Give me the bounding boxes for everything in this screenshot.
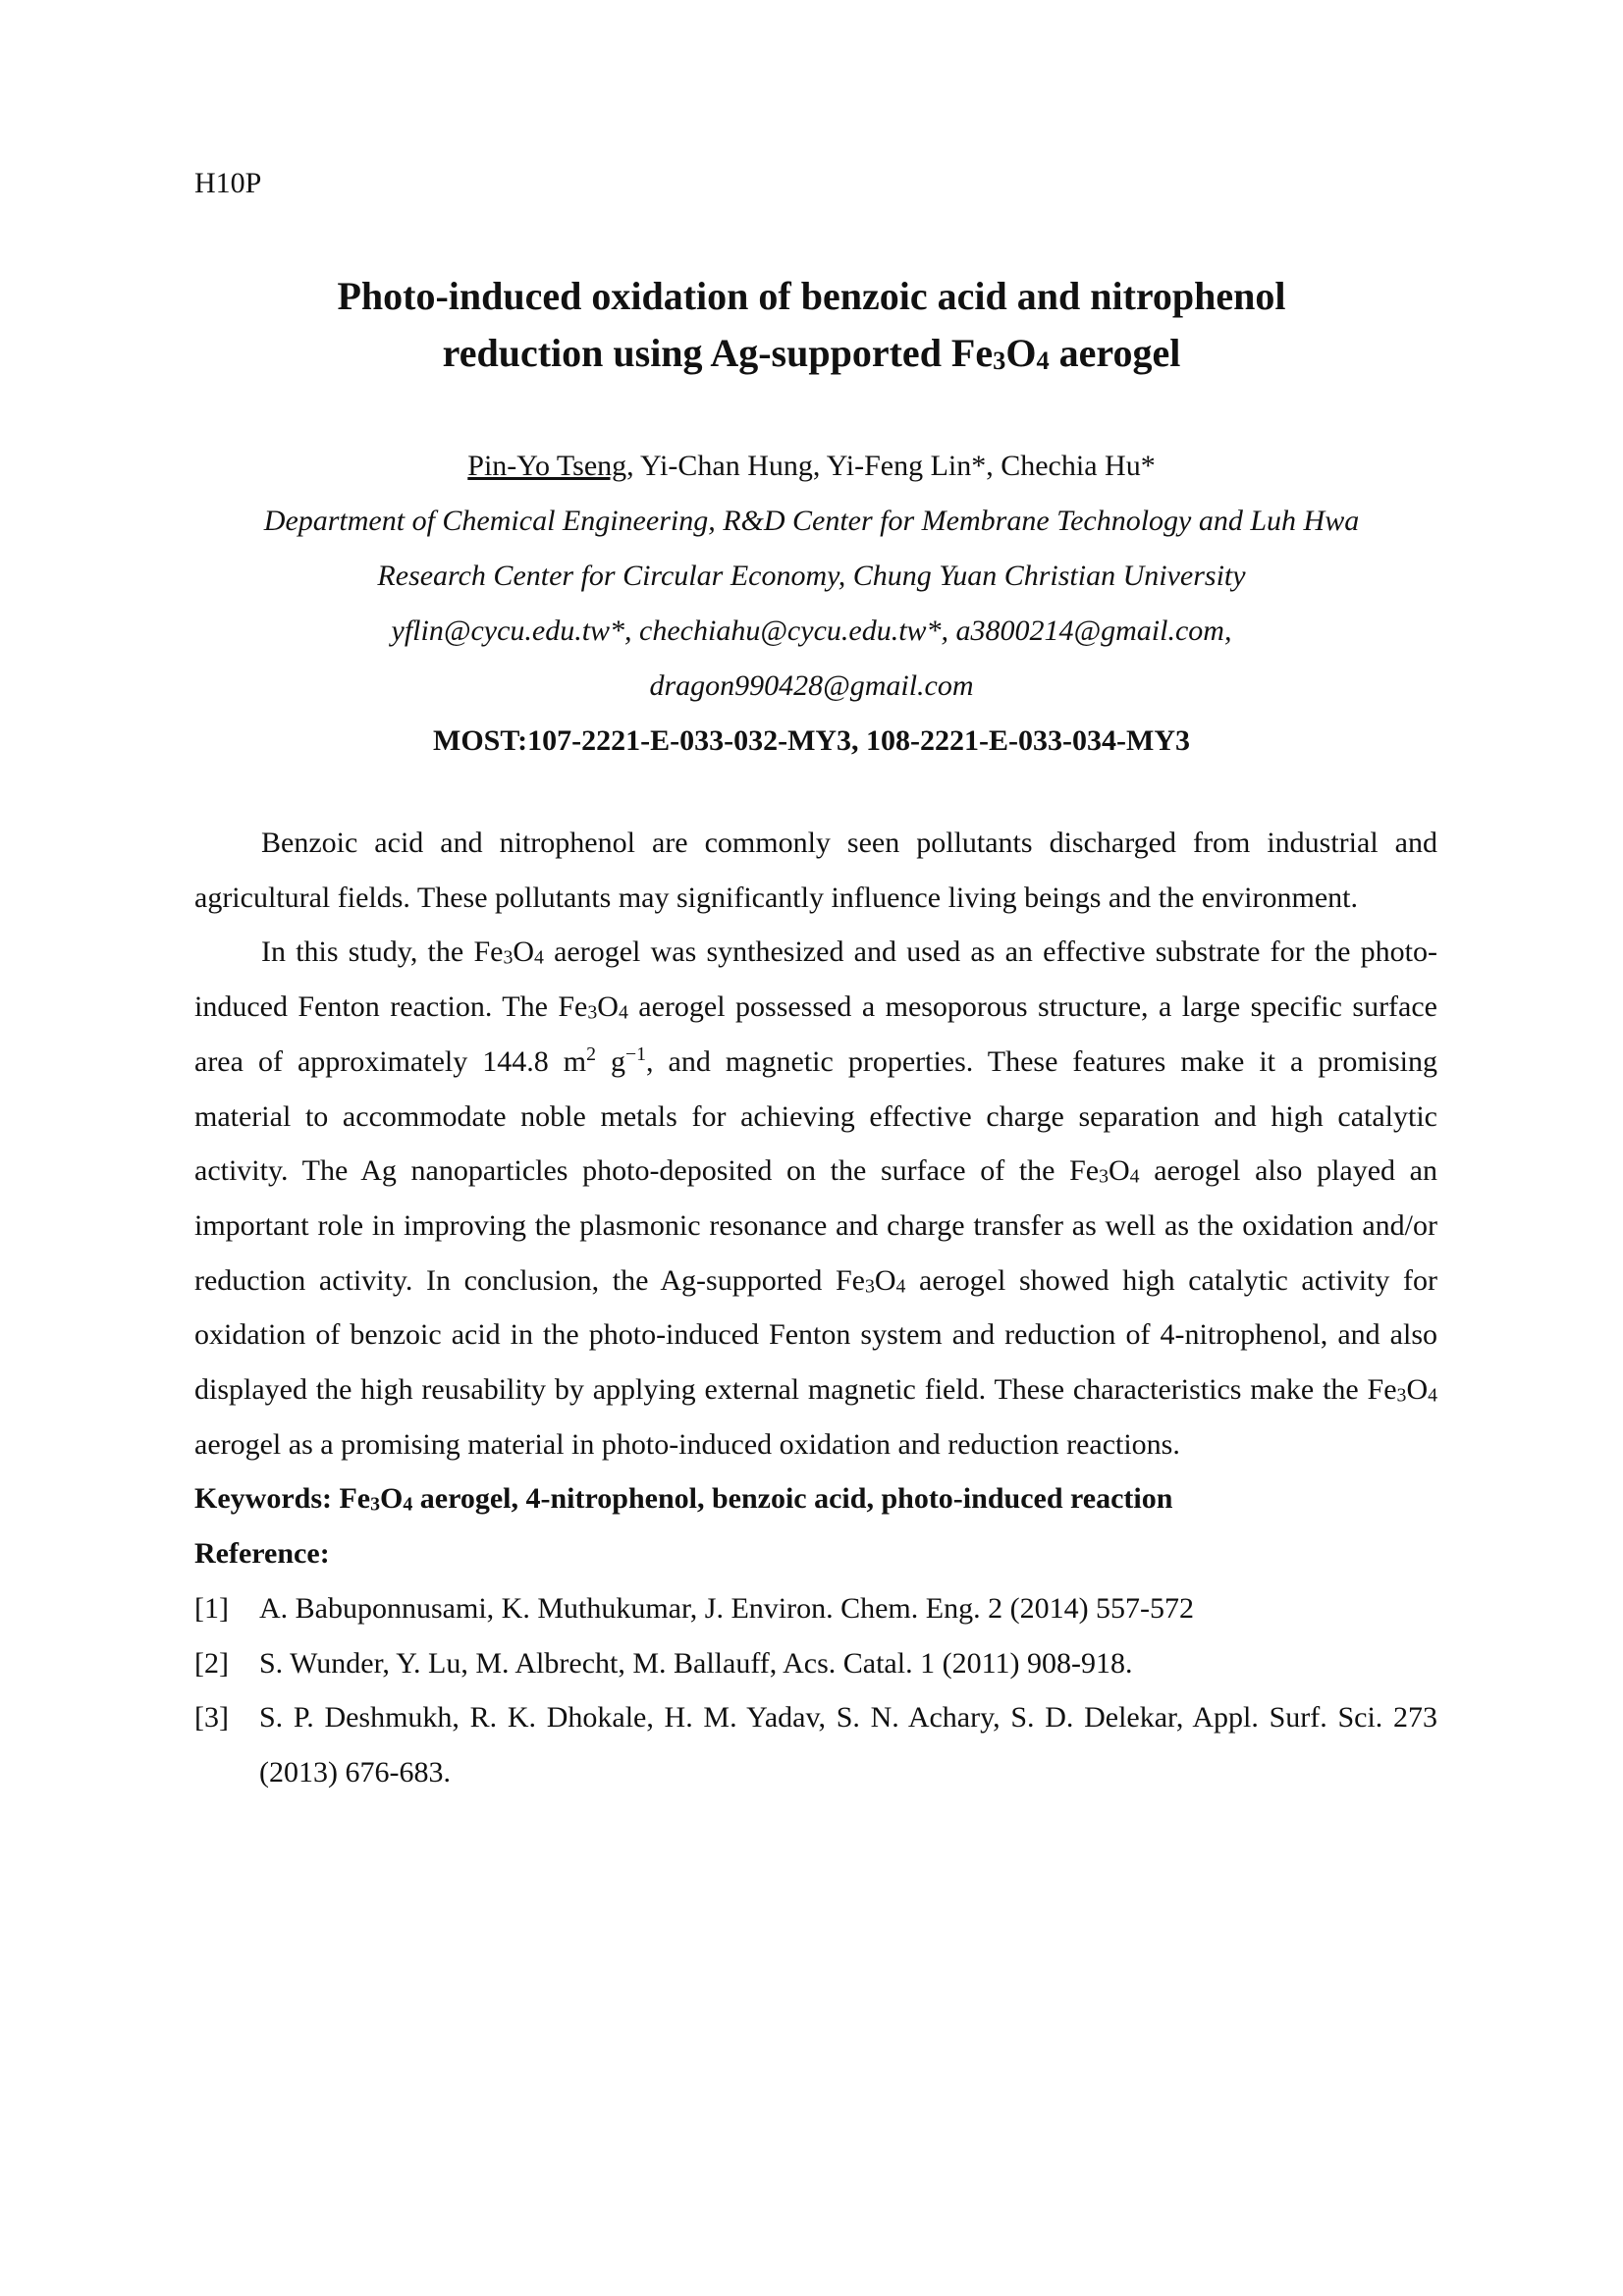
title-line-2-text: O (1005, 331, 1037, 375)
reference-item (194, 1581, 1437, 1636)
title-line-2 (147, 325, 1476, 382)
abstract-paragraph-2: In this study, the Fe3O4 aerogel was synthesized and used as an effective substrate for the photo-induced Fenton reaction. The Fe3O4 aerogel possessed a mesoporous structure, a large specific surface area of approximately 144.8 $m^2$ $g^{-1}$, and magnetic properties. These features make it a promising material to accommodate noble metals for achieving effective charge separation and high catalytic activity. The Ag nanoparticles photo-deposited on the surface of the Fe3O4 aerogel also played an important role in improving the plasmonic resonance and charge transfer as well as the oxidation and/or reduction activity. In conclusion, the Ag-supported Fe3O4 aerogel showed high catalytic activity for oxidation of benzoic acid in the photo-induced Fenton system and reduction of 4-nitrophenol, and also displayed the high reusability by applying external magnetic field. These characteristics make the Fe3O4 aerogel as a promising material in photo-induced oxidation and reduction reactions. (194, 935, 1438, 1461)
title-line-2-text: aerogel (1049, 331, 1181, 375)
reference-item (194, 1636, 1437, 1691)
keywords: Keywords: Fe3O4 aerogel, 4-nitrophenol, benzoic acid, photo-induced reaction (194, 1482, 1173, 1516)
reference-text: A. Babuponnusami, K. Muthukumar, J. Environ. Chem. Eng. 2 (2014) 557-572 (259, 1591, 1195, 1625)
abstract-body (194, 816, 1437, 1800)
reference-text: S. Wunder, Y. Lu, M. Albrecht, M. Ballauff, Acs. Catal. 1 (2011) 908-918. (259, 1646, 1133, 1680)
reference-number: [2] (194, 1646, 229, 1680)
reference-number: [3] (194, 1701, 229, 1735)
co-authors: , Yi-Chan Hung, Yi-Feng Lin*, Chechia Hu* (626, 450, 1156, 482)
affiliation-line-2: Research Center for Circular Economy, Chung Yuan Christian University (377, 560, 1246, 592)
paper-title (147, 268, 1476, 382)
email-line-1: yflin@cycu.edu.tw*, chechiahu@cycu.edu.tw*, a3800214@gmail.com, (391, 614, 1232, 647)
byline (147, 439, 1476, 769)
reference-item (194, 1690, 1437, 1799)
title-line-2-text: reduction using Ag-supported Fe (442, 331, 994, 375)
grant-number: MOST:107-2221-E-033-032-MY3, 108-2221-E-033-034-MY3 (433, 724, 1190, 757)
title-line-1: Photo-induced oxidation of benzoic acid and nitrophenol (337, 274, 1286, 318)
presenting-author: Pin-Yo Tseng (467, 450, 627, 482)
title-subscript: 3 (993, 346, 1006, 376)
title-subscript: 4 (1036, 346, 1050, 376)
reference-heading: Reference: (194, 1537, 330, 1571)
author-list (147, 439, 1476, 494)
paper-code: H10P (194, 167, 262, 199)
affiliation-line-1: Department of Chemical Engineering, R&D Center for Membrane Technology and Luh Hwa (263, 505, 1360, 537)
reference-list (194, 1581, 1437, 1800)
reference-text: S. P. Deshmukh, R. K. Dhokale, H. M. Yadav, S. N. Achary, S. D. Delekar, Appl. Surf. Sci. 273 (2013) 676-683. (259, 1701, 1437, 1789)
abstract-paragraph-1: Benzoic acid and nitrophenol are commonly seen pollutants discharged from industrial and agricultural fields. These pollutants may significantly influence living beings and the environment. (194, 827, 1437, 914)
email-line-2: dragon990428@gmail.com (649, 669, 974, 702)
reference-number: [1] (194, 1591, 229, 1625)
